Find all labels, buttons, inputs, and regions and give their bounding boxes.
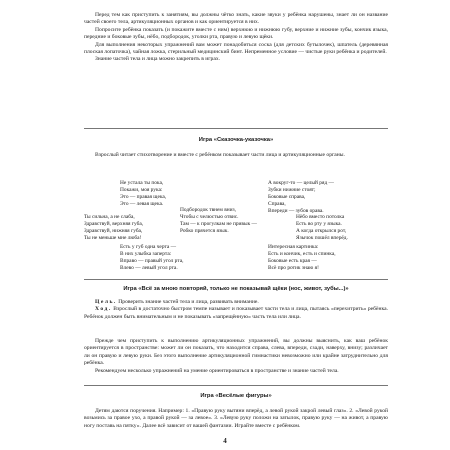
move-label: Ход. [95, 306, 112, 313]
move-text: Взрослый в достаточно быстром темпе называет и показывает части тела и лица, пытаясь «перехитрить» ребёнка. Ребёнок должен быть внимательным и не показывать «запрещённую» часть тела или лица. [84, 306, 388, 320]
middle-section [84, 338, 388, 375]
divider-2 [84, 279, 388, 280]
poem-stanza-c: Ты сильна, а не слаба, Здравствуй, верхняя губа, Здравствуй, нижняя губа, Ты не меньше мне люба! [84, 214, 144, 241]
game-1-title: Игра «Сказочка-указочка» [198, 137, 274, 143]
poem-stanza-d: Подбородок твнем вниз, Чтобы с челюстью отвис. Там — к прогулкам не привык — Робко прячется язык. [180, 207, 257, 234]
game-2-title: Игра «Всё за мною повторяй, только не показывай щёки (нос, живот, зубы...)» [123, 286, 349, 292]
poem-stanza-a: Не устала ты пока, Покажи, моя рука: Это — правая щека, Это — левая щека. [120, 180, 167, 207]
page-number: 4 [223, 437, 227, 445]
game-2-body [84, 299, 388, 321]
intro-paragraph-3: Для выполнения некоторых упражнений вам может понадобиться соска (для детских бутылочек), шпатель (деревянная плоская лопаточка), чайная ложка, стерильный медицинский бинт. Непременное условие — чистые руки ребёнка и родителей. [84, 41, 388, 56]
intro-paragraph-4: Знание частей тела и лица можно закрепить в играх. [95, 56, 221, 63]
game-2-move [84, 306, 388, 321]
middle-paragraph-1: Прежде чем приступить к выполнению артикуляционных упражнений, вы должны выяснить, как ваш ребёнок ориентируется в пространстве: может ли он показать, что находится справа, слева, впереди, сзади, наверху, внизу; различает ли он правую и левую руки. Без этого выполнение артикуляционной гимнастики невозможно или крайне затруднительно для ребёнка. [84, 338, 388, 367]
divider-3 [84, 385, 388, 386]
intro-paragraph-2: Попросите ребёнка показать (и покажите вместе с ним) верхнюю и нижнюю губу, верхние и нижние зубы, кончик языка, передние и боковые зубы, нёбо, подбородок, уголки рта, правую и левую щёки. [84, 26, 388, 41]
goal-label: Цель. [95, 299, 117, 305]
game-3-text: Детям даются поручения. Например: 1. «Правую руку вытяни вперёд, а левой рукой закрой левый глаз». 2. «Левой рукой возьмись за правое ухо, а правой рукой — за левое». 3. «Левую руку положи на затылок, правую руку — на живот, а правую ногу поставь на пятку». Далее всё зависит от вашей фантазии. Играйте вместе с ребёнком. [84, 408, 388, 429]
goal-text: Проверить знание частей тела и лица, развивать внимание. [118, 299, 259, 305]
intro-section [84, 12, 388, 64]
poem-stanza-f: Есть у губ одна черта — В них улыбка заперта: Вправо — правый угол рта, Влево — левый угол рта. [120, 244, 184, 271]
intro-paragraph-1: Перед тем как приступить к занятиям, вы должны чётко знать, какие звуки у ребёнка нарушены, знает ли он название частей своего тела, артикуляционных органов и как ориентируется в них. [84, 12, 388, 26]
middle-paragraph-2: Рекомендуем несколько упражнений на умение ориентироваться в пространстве и знание частей тела. [95, 367, 339, 374]
poem-stanza-e: Нёбо вместо потолка Есть во рту у языка. А когда открылся рот, Язычок пошёл вперёд. [296, 214, 348, 241]
poem-stanza-b: А вокруг-то — целый ряд — Зубки нижние стоят; Боковые справа, Справа, Впереди — зубов орава. [268, 180, 334, 214]
divider-1 [84, 128, 388, 129]
game-3-title: Игра «Весёлые фигуры» [200, 393, 272, 399]
game-1-intro: Взрослый читает стихотворение и вместе с ребёнком показывает части лица и артикуляционные органы. [95, 152, 345, 158]
poem-stanza-g: Интересная картинка: Есть и кончик, есть и спинка, Боковые есть края — Всё про ротик знаю я! [268, 244, 336, 271]
